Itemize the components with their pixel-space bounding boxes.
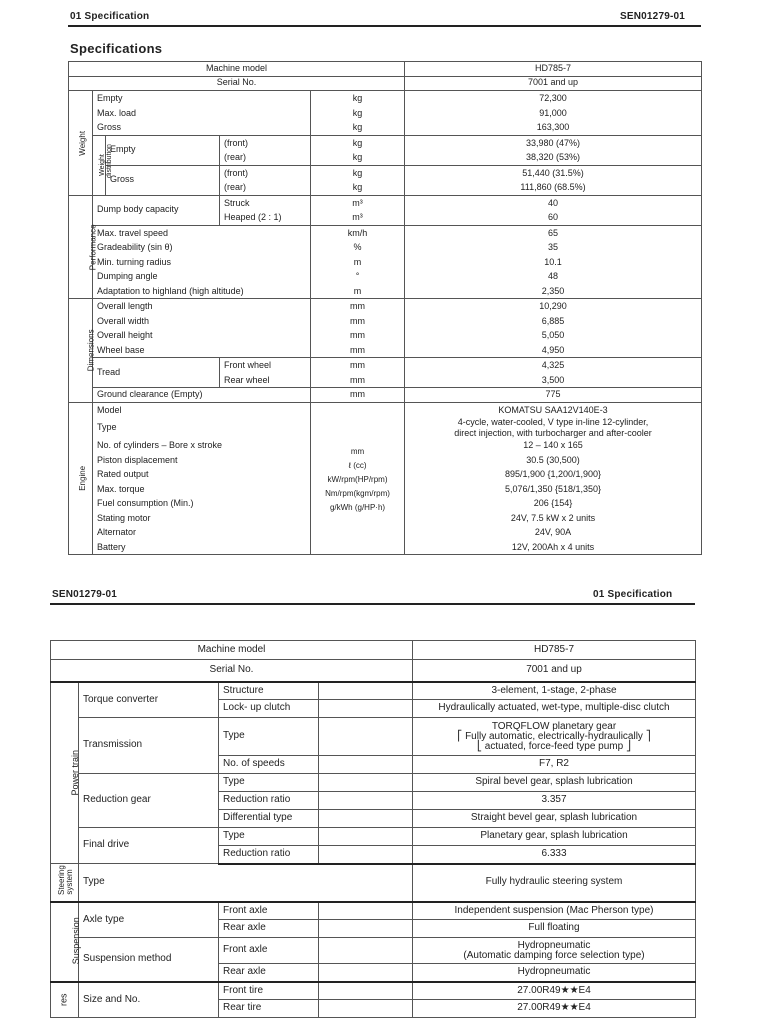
rg-ratio-value: 3.357 — [413, 792, 696, 810]
final-drive-label: Final drive — [79, 828, 219, 864]
dump-body-units: m³ m³ — [311, 195, 405, 225]
torque-converter-label: Torque converter — [79, 682, 219, 718]
steering-type-label: Type — [79, 864, 413, 902]
tread-sub: Front wheel Rear wheel — [220, 358, 311, 388]
dimension-values: 10,290 6,885 5,050 4,950 — [405, 299, 702, 358]
axle-rear: Rear axle — [219, 920, 319, 938]
tire-size-label: Size and No. — [79, 982, 219, 1018]
axle-rear-value: Full floating — [413, 920, 696, 938]
group-steering: Steering system — [51, 864, 79, 902]
engine-units: mm ℓ (cc) kW/rpm(HP/rpm) Nm/rpm(kgm/rpm) g/kWh (g/HP·h) — [311, 402, 405, 555]
page-title: Specifications — [70, 41, 163, 56]
rg-diff-value: Straight bevel gear, splash lubrication — [413, 810, 696, 828]
dump-body-capacity-label: Dump body capacity — [93, 195, 220, 225]
susp-front: Front axle — [219, 938, 319, 964]
dump-body-sub: Struck Heaped (2 : 1) — [220, 195, 311, 225]
trans-type: Type — [219, 718, 319, 756]
group-engine: Engine — [69, 402, 93, 555]
rg-ratio: Reduction ratio — [219, 792, 319, 810]
weight-units: kg kg kg — [311, 91, 405, 136]
machine-model-value-2: HD785-7 — [413, 641, 696, 660]
trans-speeds: No. of speeds — [219, 756, 319, 774]
rg-diff: Differential type — [219, 810, 319, 828]
page2-header-rule — [50, 603, 695, 605]
transmission-label: Transmission — [79, 718, 219, 774]
axle-type-label: Axle type — [79, 902, 219, 938]
machine-model-value: HD785-7 — [405, 62, 702, 77]
tread-values: 4,325 3,500 — [405, 358, 702, 388]
group-tires: res — [51, 982, 79, 1018]
tc-lockup-value: Hydraulically actuated, wet-type, multiple-disc clutch — [413, 700, 696, 718]
axle-front-value: Independent suspension (Mac Pherson type) — [413, 902, 696, 920]
tc-structure-value: 3-element, 1-stage, 2-phase — [413, 682, 696, 700]
dist-gross-label: Gross — [106, 165, 220, 195]
spec-table-2 — [50, 640, 696, 1018]
engine-values: KOMATSU SAA12V140E-3 4-cycle, water-cooled, V type in-line 12-cylinder, direct injection, with turbocharger and after-cooler 12 – 140 x 165 30.5 (30,500) 895/1,900 {1,200/1,900} 5,076/1,350 {518/1,350} 206 {154} 24V, 7.5 kW x 2 units 24V, 90A 12V, 200Ah x 4 units — [405, 402, 702, 555]
reduction-gear-label: Reduction gear — [79, 774, 219, 828]
serial-value-2: 7001 and up — [413, 660, 696, 682]
dump-body-values: 40 60 — [405, 195, 702, 225]
tire-rear-value: 27.00R49★★E4 — [413, 1000, 696, 1018]
group-dimensions: Dimensions — [69, 299, 93, 403]
tread-label: Tread — [93, 358, 220, 388]
performance-values: 65 35 10.1 48 2,350 — [405, 225, 702, 299]
performance-units: km/h % m ° m — [311, 225, 405, 299]
machine-model-label-2: Machine model — [51, 641, 413, 660]
performance-labels: Max. travel speed Gradeability (sin θ) Min. turning radius Dumping angle Adaptation to highland (high altitude) — [93, 225, 311, 299]
engine-labels: Model Type No. of cylinders – Bore x stroke Piston displacement Rated output Max. torque Fuel consumption (Min.) Stating motor Alternator Battery — [93, 402, 311, 555]
suspension-method-label: Suspension method — [79, 938, 219, 982]
dist-gross-pos: (front) (rear) — [220, 165, 311, 195]
trans-type-value: TORQFLOW planetary gear ⎡ Fully automatic, electrically-hydraulically ⎤ ⎣ actuated, force-feed type pump ⎦ — [413, 718, 696, 756]
group-weight-distribution: Weight distribution — [93, 135, 106, 195]
fd-type-value: Planetary gear, splash lubrication — [413, 828, 696, 846]
ground-clearance-unit: mm — [311, 388, 405, 403]
trans-speeds-value: F7, R2 — [413, 756, 696, 774]
fd-type: Type — [219, 828, 319, 846]
dimension-labels: Overall length Overall width Overall height Wheel base — [93, 299, 311, 358]
fd-ratio-value: 6.333 — [413, 846, 696, 864]
susp-front-value: Hydropneumatic (Automatic damping force selection type) — [413, 938, 696, 964]
dist-gross-units: kg kg — [311, 165, 405, 195]
page1-header-left: 01 Specification — [70, 11, 150, 22]
dist-gross-values: 51,440 (31.5%) 111,860 (68.5%) — [405, 165, 702, 195]
spec-table-1 — [68, 61, 702, 555]
rg-type: Type — [219, 774, 319, 792]
tire-front-value: 27.00R49★★E4 — [413, 982, 696, 1000]
dist-empty-values: 33,980 (47%) 38,320 (53%) — [405, 135, 702, 165]
group-weight: Weight — [69, 91, 93, 196]
serial-value: 7001 and up — [405, 76, 702, 91]
group-power-train: Power train — [51, 682, 79, 864]
page2-header-left: SEN01279-01 — [52, 589, 118, 600]
tire-front: Front tire — [219, 982, 319, 1000]
susp-rear-value: Hydropneumatic — [413, 964, 696, 982]
ground-clearance-value: 775 — [405, 388, 702, 403]
dist-empty-pos: (front) (rear) — [220, 135, 311, 165]
tc-lockup: Lock- up clutch — [219, 700, 319, 718]
weight-values: 72,300 91,000 163,300 — [405, 91, 702, 136]
dist-empty-units: kg kg — [311, 135, 405, 165]
rg-type-value: Spiral bevel gear, splash lubrication — [413, 774, 696, 792]
group-performance: Performance — [69, 195, 93, 299]
fd-ratio: Reduction ratio — [219, 846, 319, 864]
dist-empty-label: Empty — [106, 135, 220, 165]
serial-label-2: Serial No. — [51, 660, 413, 682]
axle-front: Front axle — [219, 902, 319, 920]
page2-header-right: 01 Specification — [593, 589, 673, 600]
group-suspension: Suspension — [51, 902, 79, 982]
tc-structure: Structure — [219, 682, 319, 700]
serial-label: Serial No. — [69, 76, 405, 91]
ground-clearance-label: Ground clearance (Empty) — [93, 388, 311, 403]
page1-header-right: SEN01279-01 — [620, 11, 686, 22]
weight-labels: Empty Max. load Gross — [93, 91, 311, 136]
tread-units: mm mm — [311, 358, 405, 388]
steering-type-value: Fully hydraulic steering system — [413, 864, 696, 902]
susp-rear: Rear axle — [219, 964, 319, 982]
tire-rear: Rear tire — [219, 1000, 319, 1018]
page1-header-rule — [68, 25, 701, 27]
machine-model-label: Machine model — [69, 62, 405, 77]
dimension-units: mm mm mm mm — [311, 299, 405, 358]
